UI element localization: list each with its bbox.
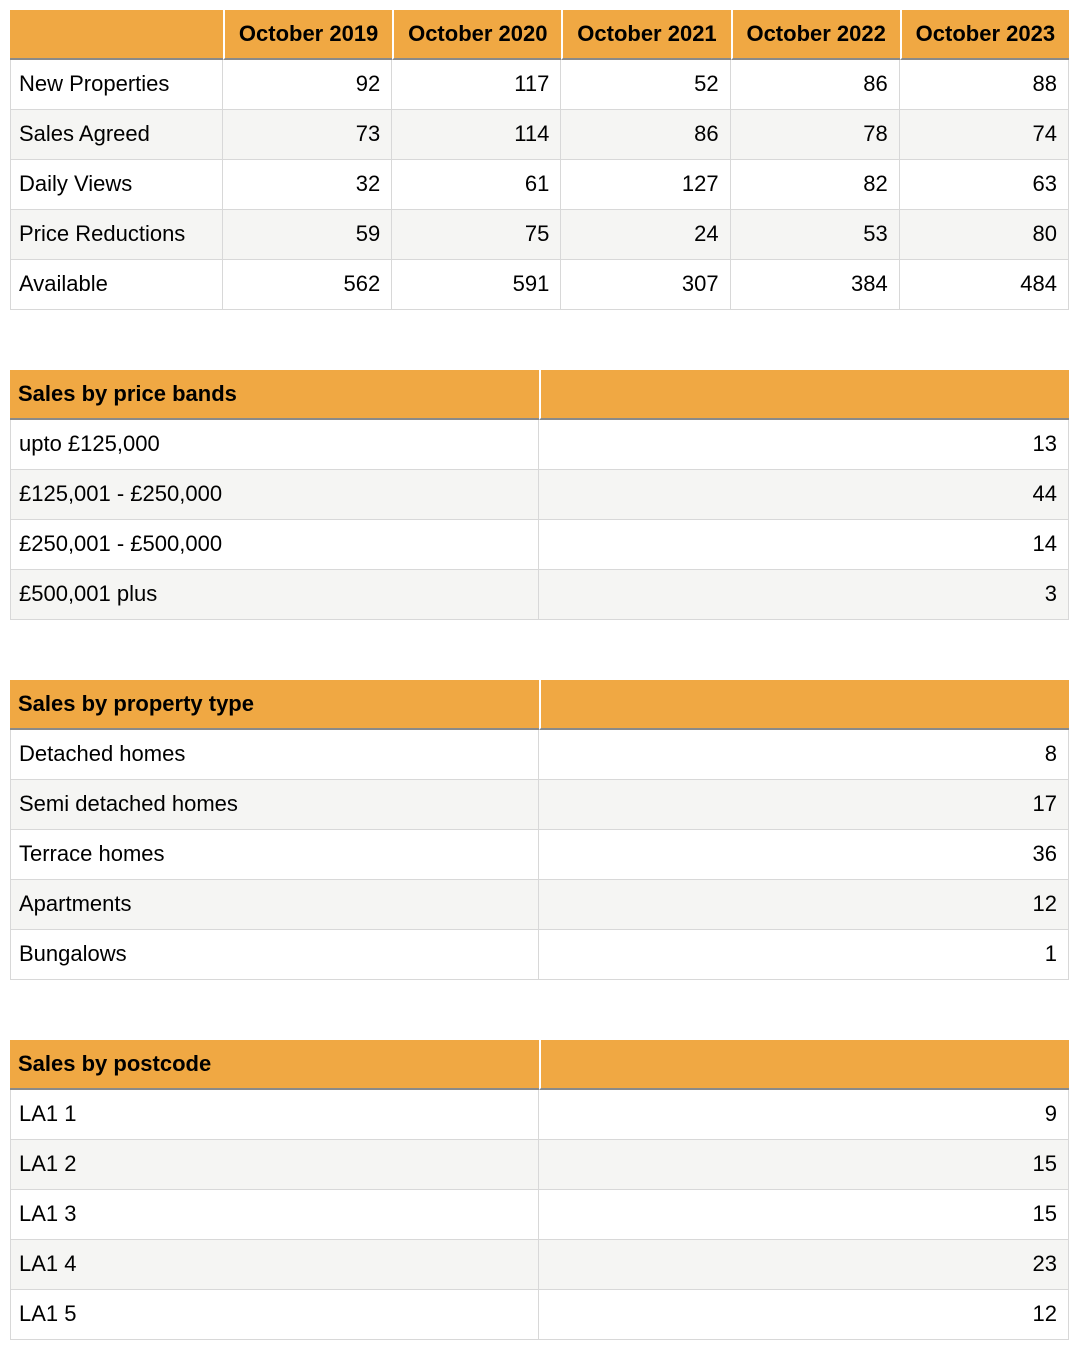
value-cell: 82 xyxy=(731,160,900,210)
table-row-la1-5 xyxy=(10,1290,1069,1340)
sales-by-price-bands-table xyxy=(10,370,1069,620)
row-label: New Properties xyxy=(10,60,223,110)
table-row-upto-125000 xyxy=(10,420,1069,470)
table-row-la1-4 xyxy=(10,1240,1069,1290)
table-row-new-properties xyxy=(10,60,1069,110)
table-row-terrace xyxy=(10,830,1069,880)
table-title: Sales by property type xyxy=(10,680,539,730)
column-header-october-2021: October 2021 xyxy=(561,10,730,60)
empty-header-cell xyxy=(539,370,1069,420)
value-cell: 591 xyxy=(392,260,561,310)
value-cell: 52 xyxy=(561,60,730,110)
sales-by-property-type-table xyxy=(10,680,1069,980)
monthly-overview-table xyxy=(10,10,1069,310)
value-cell: 59 xyxy=(223,210,392,260)
column-header-october-2023: October 2023 xyxy=(900,10,1069,60)
value-cell: 384 xyxy=(731,260,900,310)
row-label: LA1 2 xyxy=(10,1140,539,1190)
row-label: LA1 5 xyxy=(10,1290,539,1340)
value-cell: 32 xyxy=(223,160,392,210)
header-row xyxy=(10,370,1069,420)
table-row-la1-3 xyxy=(10,1190,1069,1240)
value-cell: 78 xyxy=(731,110,900,160)
table-row-available xyxy=(10,260,1069,310)
row-label: Daily Views xyxy=(10,160,223,210)
value-cell: 75 xyxy=(392,210,561,260)
table-row-semi-detached xyxy=(10,780,1069,830)
table-row-125001-250000 xyxy=(10,470,1069,520)
value-cell: 63 xyxy=(900,160,1069,210)
row-label: Sales Agreed xyxy=(10,110,223,160)
row-label: Bungalows xyxy=(10,930,539,980)
value-cell: 13 xyxy=(539,420,1069,470)
row-label: Available xyxy=(10,260,223,310)
value-cell: 88 xyxy=(900,60,1069,110)
table-title: Sales by postcode xyxy=(10,1040,539,1090)
value-cell: 1 xyxy=(539,930,1069,980)
row-label: Semi detached homes xyxy=(10,780,539,830)
value-cell: 80 xyxy=(900,210,1069,260)
value-cell: 12 xyxy=(539,1290,1069,1340)
column-header-october-2019: October 2019 xyxy=(223,10,392,60)
value-cell: 53 xyxy=(731,210,900,260)
sales-by-postcode-table xyxy=(10,1040,1069,1340)
column-header-october-2020: October 2020 xyxy=(392,10,561,60)
table-row-la1-2 xyxy=(10,1140,1069,1190)
value-cell: 127 xyxy=(561,160,730,210)
column-header-october-2022: October 2022 xyxy=(731,10,900,60)
table-row-price-reductions xyxy=(10,210,1069,260)
row-label: Apartments xyxy=(10,880,539,930)
value-cell: 484 xyxy=(900,260,1069,310)
table-row-daily-views xyxy=(10,160,1069,210)
table-row-sales-agreed xyxy=(10,110,1069,160)
table-row-500001-plus xyxy=(10,570,1069,620)
header-row xyxy=(10,10,1069,60)
value-cell: 8 xyxy=(539,730,1069,780)
value-cell: 86 xyxy=(731,60,900,110)
table-row-bungalows xyxy=(10,930,1069,980)
row-label: £500,001 plus xyxy=(10,570,539,620)
value-cell: 114 xyxy=(392,110,561,160)
table-title: Sales by price bands xyxy=(10,370,539,420)
value-cell: 36 xyxy=(539,830,1069,880)
value-cell: 117 xyxy=(392,60,561,110)
empty-header-cell xyxy=(539,680,1069,730)
value-cell: 9 xyxy=(539,1090,1069,1140)
value-cell: 12 xyxy=(539,880,1069,930)
value-cell: 86 xyxy=(561,110,730,160)
table-row-la1-1 xyxy=(10,1090,1069,1140)
value-cell: 23 xyxy=(539,1240,1069,1290)
value-cell: 92 xyxy=(223,60,392,110)
row-label: £250,001 - £500,000 xyxy=(10,520,539,570)
value-cell: 14 xyxy=(539,520,1069,570)
empty-header-cell xyxy=(539,1040,1069,1090)
row-label: Detached homes xyxy=(10,730,539,780)
table-row-apartments xyxy=(10,880,1069,930)
value-cell: 307 xyxy=(561,260,730,310)
row-label: LA1 3 xyxy=(10,1190,539,1240)
row-label: Price Reductions xyxy=(10,210,223,260)
value-cell: 15 xyxy=(539,1140,1069,1190)
value-cell: 15 xyxy=(539,1190,1069,1240)
value-cell: 44 xyxy=(539,470,1069,520)
header-row xyxy=(10,680,1069,730)
value-cell: 3 xyxy=(539,570,1069,620)
row-label: Terrace homes xyxy=(10,830,539,880)
table-row-detached xyxy=(10,730,1069,780)
value-cell: 73 xyxy=(223,110,392,160)
row-label: LA1 4 xyxy=(10,1240,539,1290)
value-cell: 24 xyxy=(561,210,730,260)
row-label: LA1 1 xyxy=(10,1090,539,1140)
row-label: upto £125,000 xyxy=(10,420,539,470)
value-cell: 61 xyxy=(392,160,561,210)
header-row xyxy=(10,1040,1069,1090)
table-row-250001-500000 xyxy=(10,520,1069,570)
corner-header-cell xyxy=(10,10,223,60)
value-cell: 74 xyxy=(900,110,1069,160)
value-cell: 17 xyxy=(539,780,1069,830)
value-cell: 562 xyxy=(223,260,392,310)
row-label: £125,001 - £250,000 xyxy=(10,470,539,520)
